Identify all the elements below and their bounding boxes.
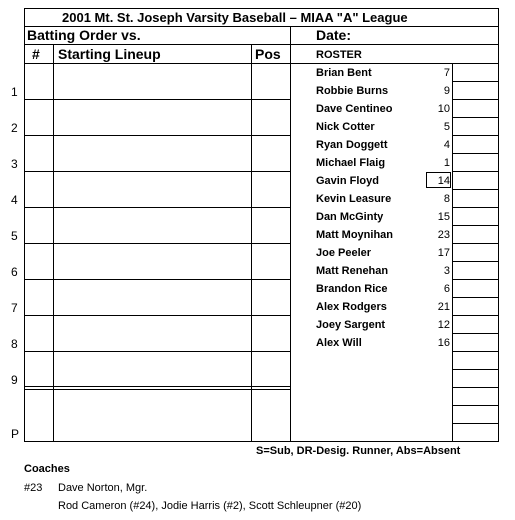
row-label: 6 [11, 265, 18, 279]
roster-player-number: 17 [437, 247, 450, 259]
roster-box-line [452, 117, 499, 118]
roster-box-line [452, 405, 499, 406]
roster-player-number: 21 [437, 301, 450, 313]
batting-order-label: Batting Order vs. [27, 27, 141, 43]
roster-box-line [452, 369, 499, 370]
roster-player-name: Gavin Floyd [316, 175, 379, 187]
roster-player-name: Dan McGinty [316, 211, 384, 223]
lineup-row-line [24, 279, 291, 280]
roster-box-line [452, 243, 499, 244]
top-border [24, 8, 499, 9]
roster-player-number: 15 [437, 211, 450, 223]
roster-player-number: 12 [437, 319, 450, 331]
header-divider [24, 44, 499, 45]
lineup-row-line [24, 99, 291, 100]
row-label: P [11, 427, 20, 441]
roster-box-line [452, 261, 499, 262]
roster-player-number: 16 [437, 337, 450, 349]
coaches-heading: Coaches [24, 463, 70, 475]
lineup-row-line [24, 243, 291, 244]
assistant-coaches: Rod Cameron (#24), Jodie Harris (#2), Scott Schleupner (#20) [58, 500, 362, 512]
roster-player-name: Dave Centineo [316, 103, 393, 115]
roster-box-line [452, 333, 499, 334]
row-label: 1 [11, 85, 18, 99]
roster-player-name: Brian Bent [316, 67, 372, 79]
pos-column-header: Pos [255, 46, 281, 62]
roster-player-number: 7 [443, 67, 450, 79]
roster-player-number: 8 [443, 193, 450, 205]
roster-box-line [452, 99, 499, 100]
roster-player-number: 5 [443, 121, 450, 133]
date-label: Date: [316, 27, 352, 43]
roster-player-name: Robbie Burns [316, 85, 389, 97]
roster-box-line [452, 81, 499, 82]
row-label: 8 [11, 337, 18, 351]
row-label: 7 [11, 301, 18, 315]
lineup-row-line [24, 207, 291, 208]
left-border [24, 8, 25, 442]
roster-box-line [452, 153, 499, 154]
roster-box-line [452, 297, 499, 298]
page-title: 2001 Mt. St. Joseph Varsity Baseball – MIAA "A" League [62, 10, 408, 25]
roster-box-line [452, 207, 499, 208]
roster-player-number: 10 [437, 103, 450, 115]
roster-player-number: 6 [443, 283, 450, 295]
row-label: 2 [11, 121, 18, 135]
roster-box-line [452, 423, 499, 424]
roster-box-line [452, 225, 499, 226]
row-label: 9 [11, 373, 18, 387]
manager-number: #23 [24, 482, 43, 494]
roster-box-line [452, 387, 499, 388]
roster-player-number: 4 [443, 139, 450, 151]
roster-player-name: Matt Renehan [316, 265, 389, 277]
bottom-border [24, 441, 499, 442]
row-label: 4 [11, 193, 18, 207]
roster-box-line [452, 315, 499, 316]
row-label: 5 [11, 229, 18, 243]
roster-player-name: Kevin Leasure [316, 193, 392, 205]
row-label: 3 [11, 157, 18, 171]
lineup-row-line [24, 351, 291, 352]
legend-text: S=Sub, DR-Desig. Runner, Abs=Absent [256, 445, 461, 457]
roster-box-line [452, 135, 499, 136]
roster-player-name: Brandon Rice [316, 283, 388, 295]
roster-player-name: Joey Sargent [316, 319, 386, 331]
roster-player-name: Alex Will [316, 337, 362, 349]
manager-name: Dave Norton, Mgr. [58, 482, 148, 494]
roster-box-line [452, 351, 499, 352]
roster-player-number: 9 [443, 85, 450, 97]
roster-header: ROSTER [316, 49, 362, 61]
roster-player-name: Nick Cotter [316, 121, 375, 133]
lineup-row-line [24, 135, 291, 136]
roster-player-name: Joe Peeler [316, 247, 372, 259]
roster-box-line [452, 171, 499, 172]
lineup-column-header: Starting Lineup [58, 46, 161, 62]
lineup-row-line [24, 171, 291, 172]
roster-player-name: Matt Moynihan [316, 229, 393, 241]
roster-box-line [452, 279, 499, 280]
roster-player-number: 23 [437, 229, 450, 241]
roster-player-name: Alex Rodgers [316, 301, 387, 313]
roster-player-number: 3 [443, 265, 450, 277]
roster-box-line [452, 189, 499, 190]
lineup-row-line [24, 386, 291, 387]
roster-player-name: Ryan Doggett [316, 139, 388, 151]
roster-box-divider [452, 63, 453, 442]
roster-player-number: 14 [437, 175, 450, 187]
lineup-row-line [24, 315, 291, 316]
roster-divider [290, 26, 291, 442]
num-column-header: # [32, 46, 40, 62]
column-header-divider [24, 63, 499, 64]
roster-player-number: 1 [443, 157, 450, 169]
roster-player-name: Michael Flaig [316, 157, 386, 169]
lineup-row-line [24, 389, 291, 390]
